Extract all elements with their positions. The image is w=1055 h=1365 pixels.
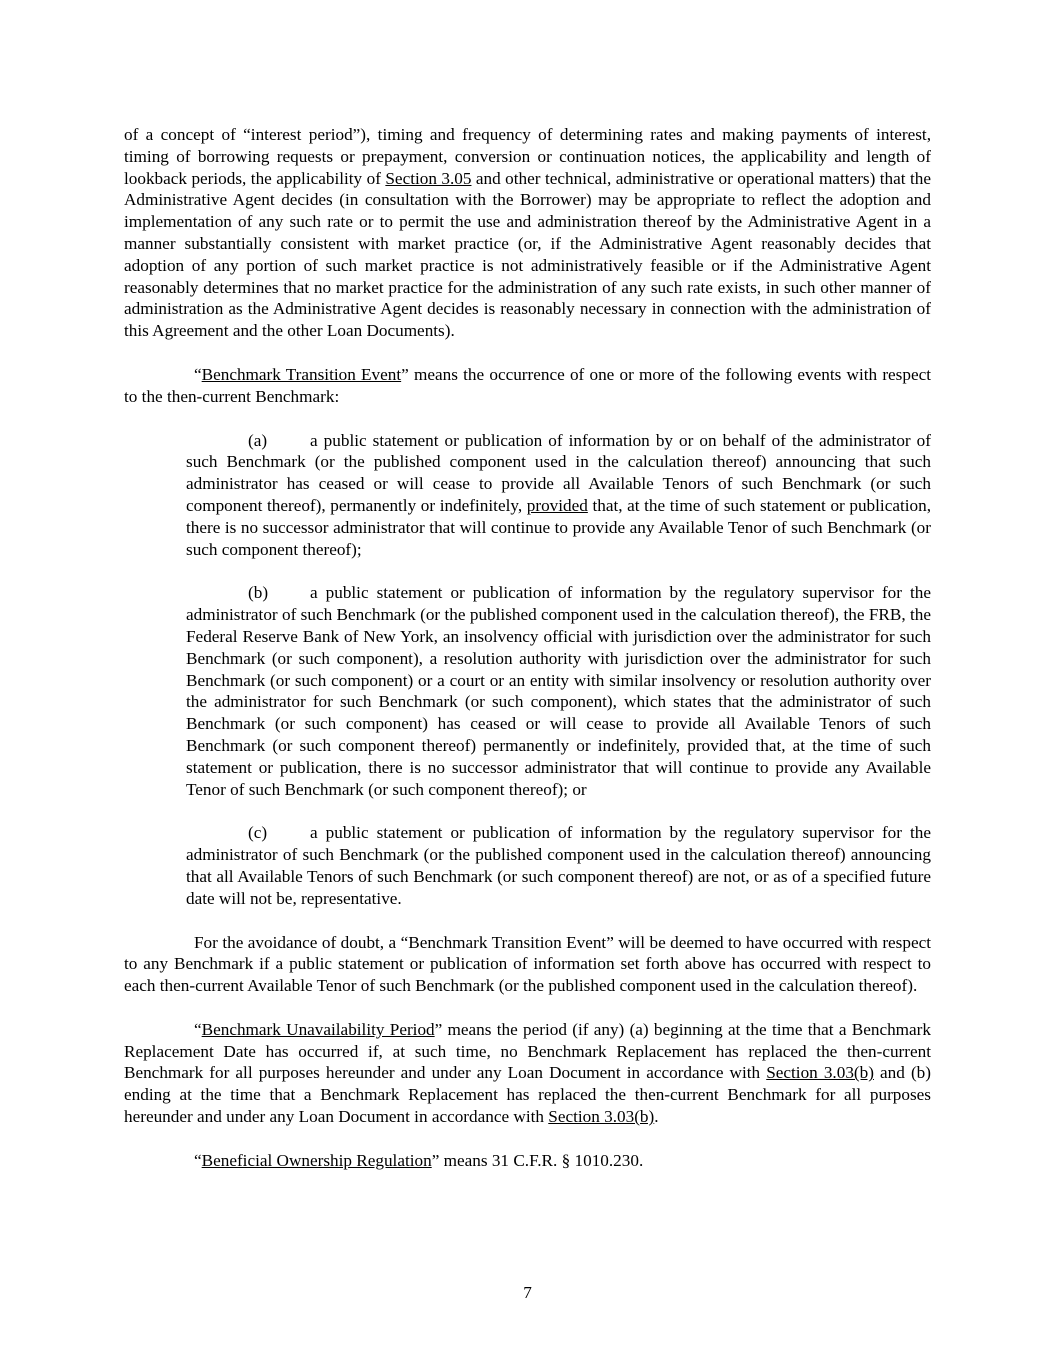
- defined-term: Beneficial Ownership Regulation: [201, 1150, 432, 1170]
- avoidance-paragraph: For the avoidance of doubt, a “Benchmark Transition Event” will be deemed to have occurred with respect to any Benchmark if a public statement or publication of information set forth above has occurred with respect to each then-current Available Tenor of such Benchmark (or the published component used in the calculation thereof).: [124, 932, 931, 996]
- definition-text-3: .: [654, 1107, 659, 1127]
- continuation-text-1: of a concept of “interest period”), timing and frequency of determining rates and making payments of interest, timing of borrowing requests or prepayment, conversion or continuation notices, the applicability and length of lookback periods, the applicability of: [124, 125, 931, 188]
- section-3-05-reference: Section 3.05: [385, 168, 472, 188]
- section-3-03b-reference: Section 3.03(b): [548, 1107, 655, 1127]
- open-quote: “: [194, 1150, 202, 1170]
- definition-text: ” means the occurrence of one or more of the following events with respect to the then-current Benchmark:: [124, 364, 931, 406]
- section-3-03b-reference: Section 3.03(b): [766, 1063, 874, 1083]
- document-page: [124, 124, 931, 1172]
- clause-text-2: that, at the time of such statement or publication, there is no successor administrator that will continue to provide any Available Tenor of such Benchmark (or such component thereof);: [186, 495, 931, 559]
- defined-term: Benchmark Transition Event: [201, 364, 402, 384]
- definition-text: ” means 31 C.F.R. § 1010.230.: [431, 1150, 644, 1170]
- clause-c: [186, 822, 931, 909]
- clause-text: a public statement or publication of information by the regulatory supervisor for the administrator of such Benchmark (or the published component used in the calculation thereof) announcing that all Available Tenors of such Benchmark (or such component thereof) are not, or as of a specified future date will not be, representative.: [186, 823, 931, 908]
- clause-label: (b): [248, 583, 269, 603]
- clause-label: (c): [248, 823, 268, 843]
- clause-text: a public statement or publication of information by the regulatory supervisor for the administrator of such Benchmark (or the published component used in the calculation thereof), the FRB, the Federal Reserve Bank of New York, an insolvency official with jurisdiction over the administrator for such Benchmark (or such component), a resolution authority with jurisdiction over the administrator for such Benchmark (or such component) or a court or an entity with similar insolvency or resolution authority over the administrator for such Benchmark (or such component), which states that the administrator of such Benchmark (or such component) has ceased or will cease to provide all Available Tenors of such Benchmark (or such component thereof) permanently or indefinitely, provided that, at the time of such statement or publication, there is no successor administrator that will continue to provide any Available Tenor of such Benchmark (or such component thereof); or: [186, 583, 931, 799]
- defined-term: Benchmark Unavailability Period: [201, 1019, 435, 1039]
- open-quote: “: [194, 1019, 202, 1039]
- continuation-paragraph: [124, 124, 931, 342]
- definition-text-2: and (b) ending at the time that a Benchmark Replacement has replaced the then-current Benchmark for all purposes hereunder and under any Loan Document in accordance with: [124, 1063, 931, 1127]
- definition-text-1: ” means the period (if any) (a) beginning at the time that a Benchmark Replacement Date has occurred if, at such time, no Benchmark Replacement has replaced the then-current Benchmark for all purposes hereunder and under any Loan Document in accordance with: [124, 1019, 931, 1083]
- open-quote: “: [194, 364, 202, 384]
- definition-benchmark-unavailability-period: [124, 1019, 931, 1128]
- clause-a: [186, 430, 931, 561]
- continuation-text-2: and other technical, administrative or operational matters) that the Administrative Agent decides (in consultation with the Borrower) may be appropriate to reflect the adoption and implementation of any such rate or to permit the use and administration thereof by the Administrative Agent in a manner substantially consistent with market practice (or, if the Administrative Agent reasonably decides that adoption of any portion of such market practice is not administratively feasible or if the Administrative Agent reasonably determines that no market practice for the administration of any such rate exists, in such other manner of administration as the Administrative Agent decides is reasonably necessary in connection with the administration of this Agreement and the other Loan Documents).: [124, 168, 932, 341]
- clause-b: [186, 582, 931, 800]
- definition-beneficial-ownership-regulation: [124, 1150, 931, 1172]
- page-number: 7: [523, 1283, 532, 1302]
- clause-text-1: a public statement or publication of information by or on behalf of the administrator of such Benchmark (or the published component used in the calculation thereof) announcing that such administrator has ceased or will cease to provide all Available Tenors of such Benchmark (or such component thereof), permanently or indefinitely,: [186, 430, 931, 515]
- clause-label: (a): [248, 430, 268, 450]
- definition-benchmark-transition-event: [124, 364, 931, 408]
- provided-term: provided: [526, 495, 588, 515]
